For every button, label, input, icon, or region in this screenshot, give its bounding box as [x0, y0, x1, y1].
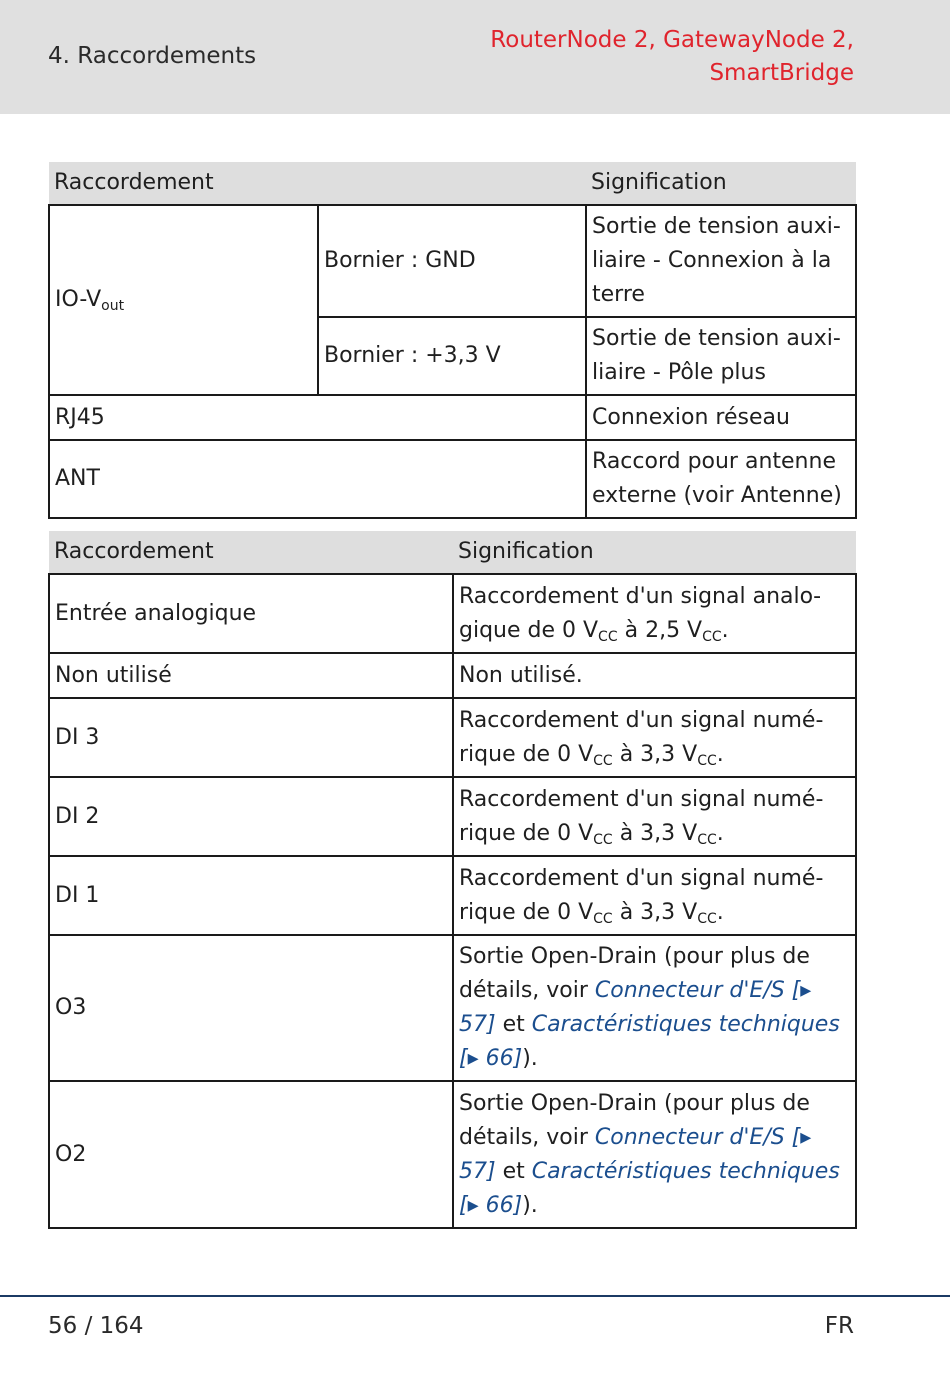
terminal-plus-cell: Bornier : +3,3 V: [318, 317, 586, 395]
table1-header-meaning: Signification: [586, 162, 856, 205]
o3-cell: O3: [49, 935, 453, 1081]
product-title-line1: RouterNode 2, GatewayNode 2,: [490, 27, 854, 53]
section-title: 4. Raccordements: [48, 43, 257, 69]
o3-meaning: Sortie Open-Drain (pour plus de détails, voir Connecteur d'E/S [▸ 57] et Caractéristiques techniques [▸ 66]).: [453, 935, 856, 1081]
o2-cell: O2: [49, 1081, 453, 1228]
o2-meaning: Sortie Open-Drain (pour plus de détails, voir Connecteur d'E/S [▸ 57] et Caractéristiques techniques [▸ 66]).: [453, 1081, 856, 1228]
analog-input-meaning: Raccordement d'un signal analogique de 0 $V_{CC}$ à 2,5 $V_{CC}$.: [453, 574, 856, 653]
analog-input-cell: Entrée analogique: [49, 574, 453, 653]
table2-header-connection: Raccordement: [49, 531, 453, 574]
language-code: FR: [824, 1313, 854, 1339]
io-connector-link[interactable]: Connecteur d'E/S [▸ 57]: [459, 1124, 812, 1184]
di2-meaning: Raccordement d'un signal numérique de 0 $V_{CC}$ à 3,3 $V_{CC}$.: [453, 777, 856, 856]
technical-specs-link[interactable]: Caractéristiques techniques [▸ 66]: [459, 1012, 840, 1071]
di1-cell: DI 1: [49, 856, 453, 935]
page-number: 56 / 164: [48, 1313, 144, 1339]
terminal-gnd-meaning: Sortie de tension auxiliaire - Connexion à la terre: [586, 205, 856, 317]
io-connector-link[interactable]: Connecteur d'E/S [▸ 57]: [459, 978, 812, 1037]
rj45-cell: RJ45: [49, 395, 586, 440]
di2-cell: DI 2: [49, 777, 453, 856]
unused-meaning: Non utilisé.: [453, 653, 856, 698]
technical-specs-link[interactable]: Caractéristiques techniques [▸ 66]: [459, 1158, 840, 1218]
io-vout-cell: $IO-V_{out}$: [49, 205, 318, 395]
footer-divider: [0, 1295, 950, 1297]
table1-header-connection: Raccordement: [49, 162, 586, 205]
ant-meaning: Raccord pour antenne externe (voir Antenne): [586, 440, 856, 518]
ant-cell: ANT: [49, 440, 586, 518]
terminal-gnd-cell: Bornier : GND: [318, 205, 586, 317]
page-header: [0, 0, 950, 114]
rj45-meaning: Connexion réseau: [586, 395, 856, 440]
product-title: [490, 24, 854, 90]
product-title-line2: SmartBridge: [709, 60, 854, 86]
connections-table-1: [48, 162, 857, 519]
connections-table-2: [48, 531, 857, 1229]
di3-cell: DI 3: [49, 698, 453, 777]
unused-cell: Non utilisé: [49, 653, 453, 698]
di3-meaning: Raccordement d'un signal numérique de 0 $V_{CC}$ à 3,3 $V_{CC}$.: [453, 698, 856, 777]
terminal-plus-meaning: Sortie de tension auxiliaire - Pôle plus: [586, 317, 856, 395]
di1-meaning: Raccordement d'un signal numérique de 0 $V_{CC}$ à 3,3 $V_{CC}$.: [453, 856, 856, 935]
table2-header-meaning: Signification: [453, 531, 856, 574]
